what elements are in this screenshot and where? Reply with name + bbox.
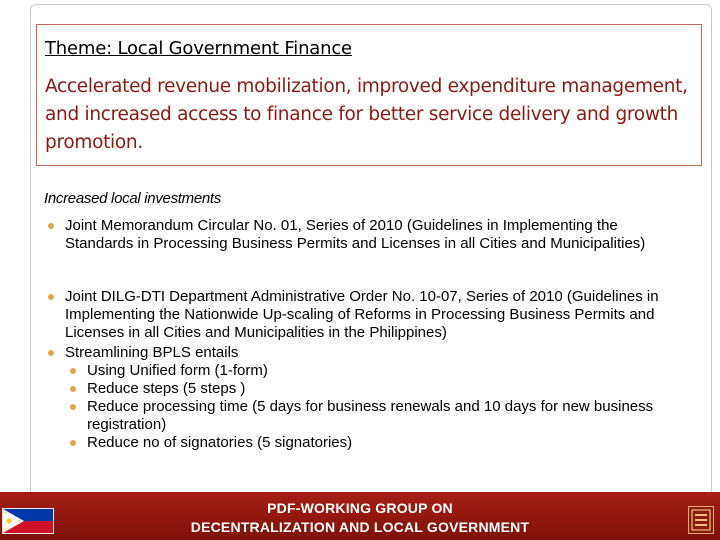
bullet-dot-icon [70, 386, 76, 392]
sub-bullet-list [70, 362, 670, 452]
sub-bullet-text: Reduce steps (5 steps ) [87, 380, 246, 397]
bullet-item [48, 217, 688, 253]
bullet-text: Joint Memorandum Circular No. 01, Series of 2010 (Guidelines in Implementing the Standards in Processing Business Permits and Licenses in all Cities and Municipalities) [65, 217, 646, 252]
sub-bullet-text: Using Unified form (1-form) [87, 362, 268, 379]
bullet-dot-icon [48, 294, 54, 300]
sub-bullet-item [70, 362, 670, 380]
bullet-dot-icon [70, 368, 76, 374]
philippine-flag-icon [2, 508, 54, 534]
footer-line-1: PDF-WORKING GROUP ON [267, 500, 453, 516]
theme-description: Accelerated revenue mobilization, improved expenditure management, and increased access to finance for better service delivery and growth promotion. [45, 76, 688, 153]
theme-box [36, 24, 702, 166]
section-heading: Increased local investments [44, 190, 221, 207]
sub-bullet-item [70, 380, 670, 398]
sub-bullet-text: Reduce processing time (5 days for business renewals and 10 days for new business registration) [87, 398, 654, 433]
theme-title: Theme: Local Government Finance [45, 38, 352, 59]
bullet-dot-icon [48, 350, 54, 356]
bullet-dot-icon [70, 440, 76, 446]
seal-logo-icon [688, 506, 714, 534]
bullet-dot-icon [48, 223, 54, 229]
bullet-item [48, 344, 688, 362]
sub-bullet-text: Reduce no of signatories (5 signatories) [87, 434, 353, 451]
bullet-item [48, 288, 688, 342]
sub-bullet-item [70, 434, 670, 452]
bullet-text: Joint DILG-DTI Department Administrative Order No. 10-07, Series of 2010 (Guidelines in Implementing the Nationwide Up-scaling of Reforms in Processing Business Permits and Licenses in all Cities and Municipalities in the Philippines) [65, 288, 659, 341]
footer-line-2: DECENTRALIZATION AND LOCAL GOVERNMENT [190, 519, 530, 535]
sub-bullet-item [70, 398, 670, 434]
bullet-text: Streamlining BPLS entails [65, 344, 239, 361]
bullet-dot-icon [70, 404, 76, 410]
